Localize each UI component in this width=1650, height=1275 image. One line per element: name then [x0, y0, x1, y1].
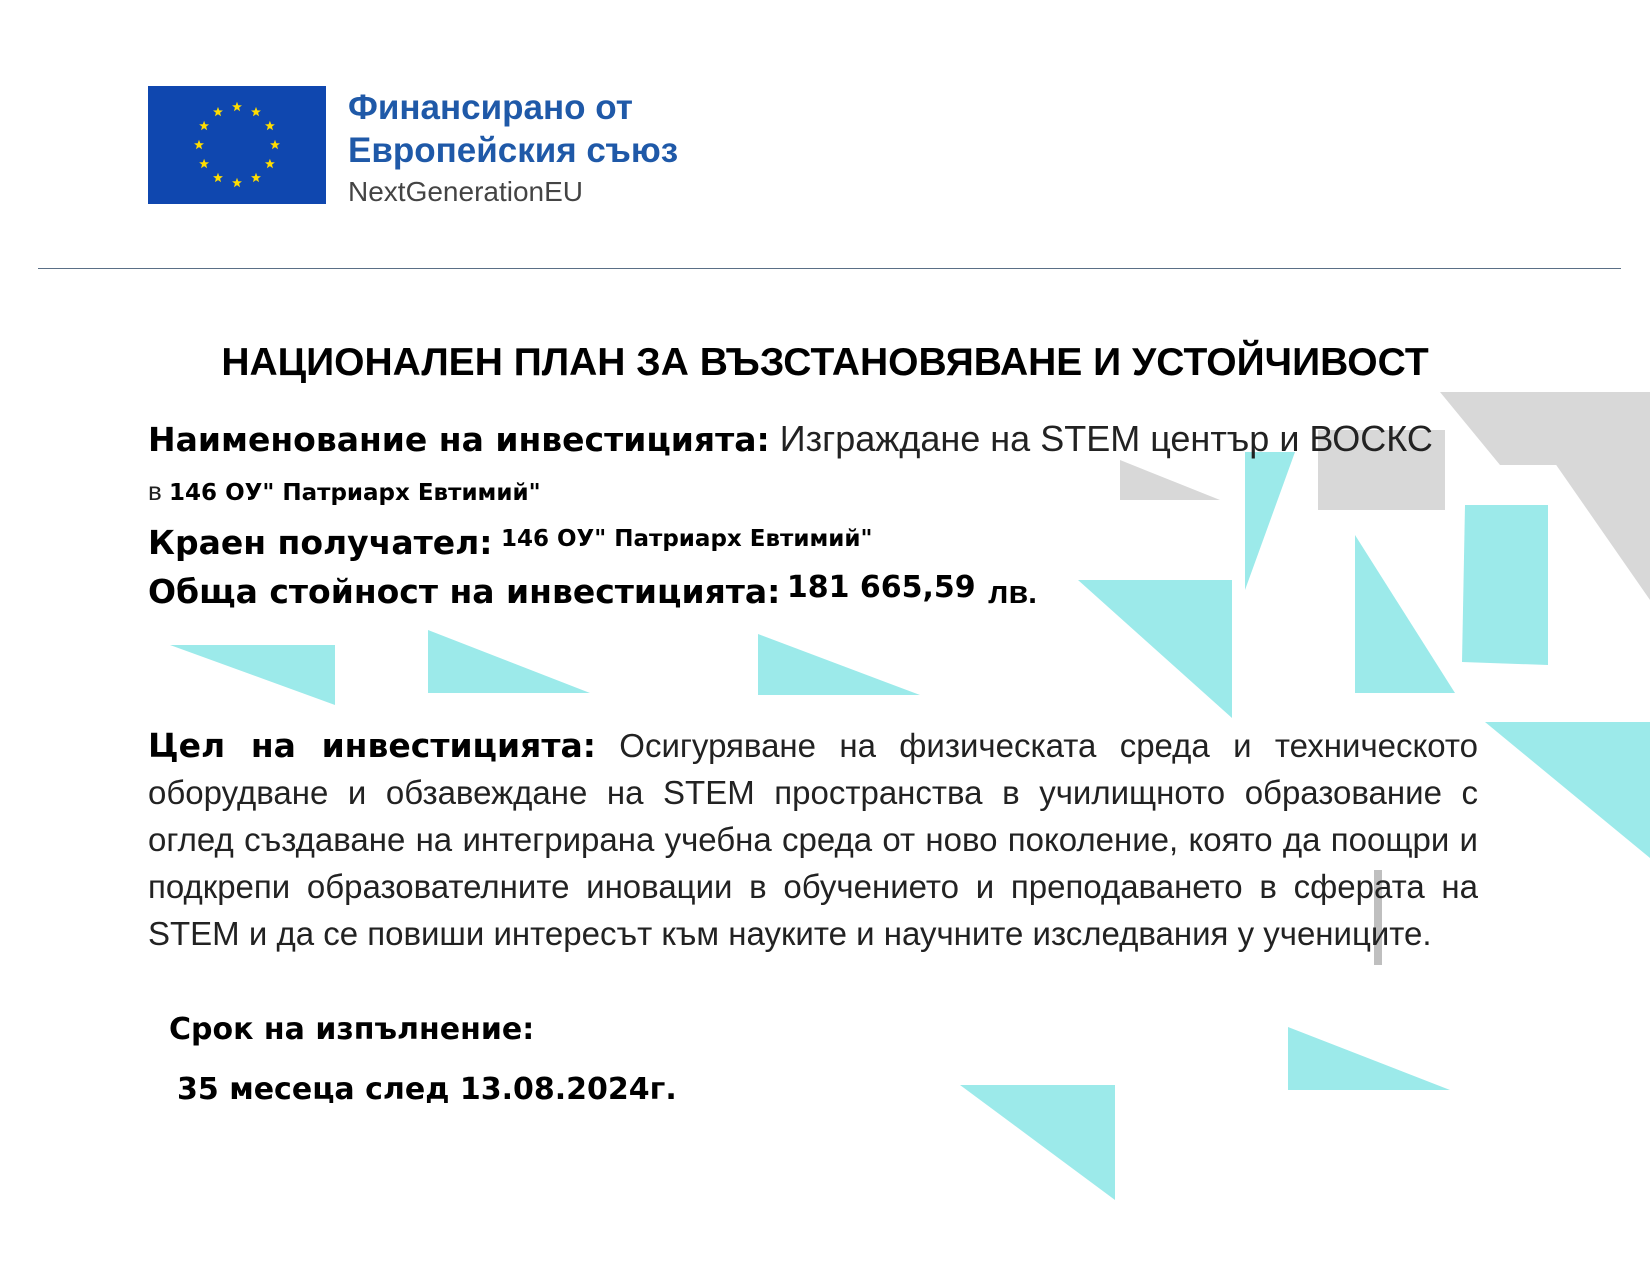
investment-name-prefix: в [148, 476, 162, 506]
deadline-value: 35 месеца след 13.08.2024г. [177, 1072, 677, 1107]
eu-logo-line1: Финансирано от [348, 88, 633, 127]
goal-text: Осигуряване на физическата среда и техническото оборудване и обзавеждане на STEM пространства в училищното образование с оглед създаване на интегрирана учебна среда от ново поколение, която да поощри и подкрепи образователните иновации в обучението и преподаването в сферата на STEM и да се повиши интересът към науките и научните изследвания у учениците. [148, 727, 1479, 952]
eu-logo-line3: NextGenerationEU [348, 176, 584, 207]
deco-triangle [170, 645, 335, 705]
eu-logo-line2: Европейския съюз [348, 131, 679, 170]
deco-triangle [428, 630, 590, 693]
investment-name-value: Изграждане на STEM център и ВОСКС [779, 418, 1433, 459]
investment-name [148, 415, 1478, 464]
deco-gray-shape [1120, 460, 1220, 500]
deadline-label: Срок на изпълнение: [169, 1012, 535, 1047]
deco-triangle [1355, 535, 1455, 693]
deco-triangle [758, 634, 920, 695]
deco-triangle [960, 1085, 1115, 1200]
deco-triangle [1078, 580, 1232, 718]
header-divider [38, 268, 1621, 269]
eu-logo-text [348, 86, 678, 212]
recipient-value: 146 ОУ" Патриарх Евтимий" [500, 526, 873, 552]
investment-goal [148, 722, 1478, 957]
investment-name-school: 146 ОУ" Патриарх Евтимий" [169, 480, 541, 506]
investment-name-label: Наименование на инвестицията: [148, 420, 770, 459]
deco-triangle [1462, 505, 1548, 665]
total-value-label: Обща стойност на инвестицията: [148, 572, 781, 611]
eu-flag-icon [148, 86, 326, 204]
eu-funding-logo [148, 86, 738, 214]
goal-label: Цел на инвестицията: [148, 726, 596, 765]
deco-triangle [1485, 722, 1650, 858]
page-title: НАЦИОНАЛЕН ПЛАН ЗА ВЪЗСТАНОВЯВАНЕ И УСТОЙЧИВОСТ [221, 341, 1429, 384]
deco-triangle [1288, 1027, 1450, 1090]
recipient-label: Краен получател: [148, 523, 493, 562]
final-recipient [148, 523, 872, 562]
investment-name-continuation [148, 476, 541, 507]
total-investment-value [148, 572, 1037, 611]
deco-triangle [1245, 452, 1295, 590]
total-value-amount: 181 665,59 [786, 570, 976, 605]
total-value-currency: лв. [988, 574, 1038, 610]
